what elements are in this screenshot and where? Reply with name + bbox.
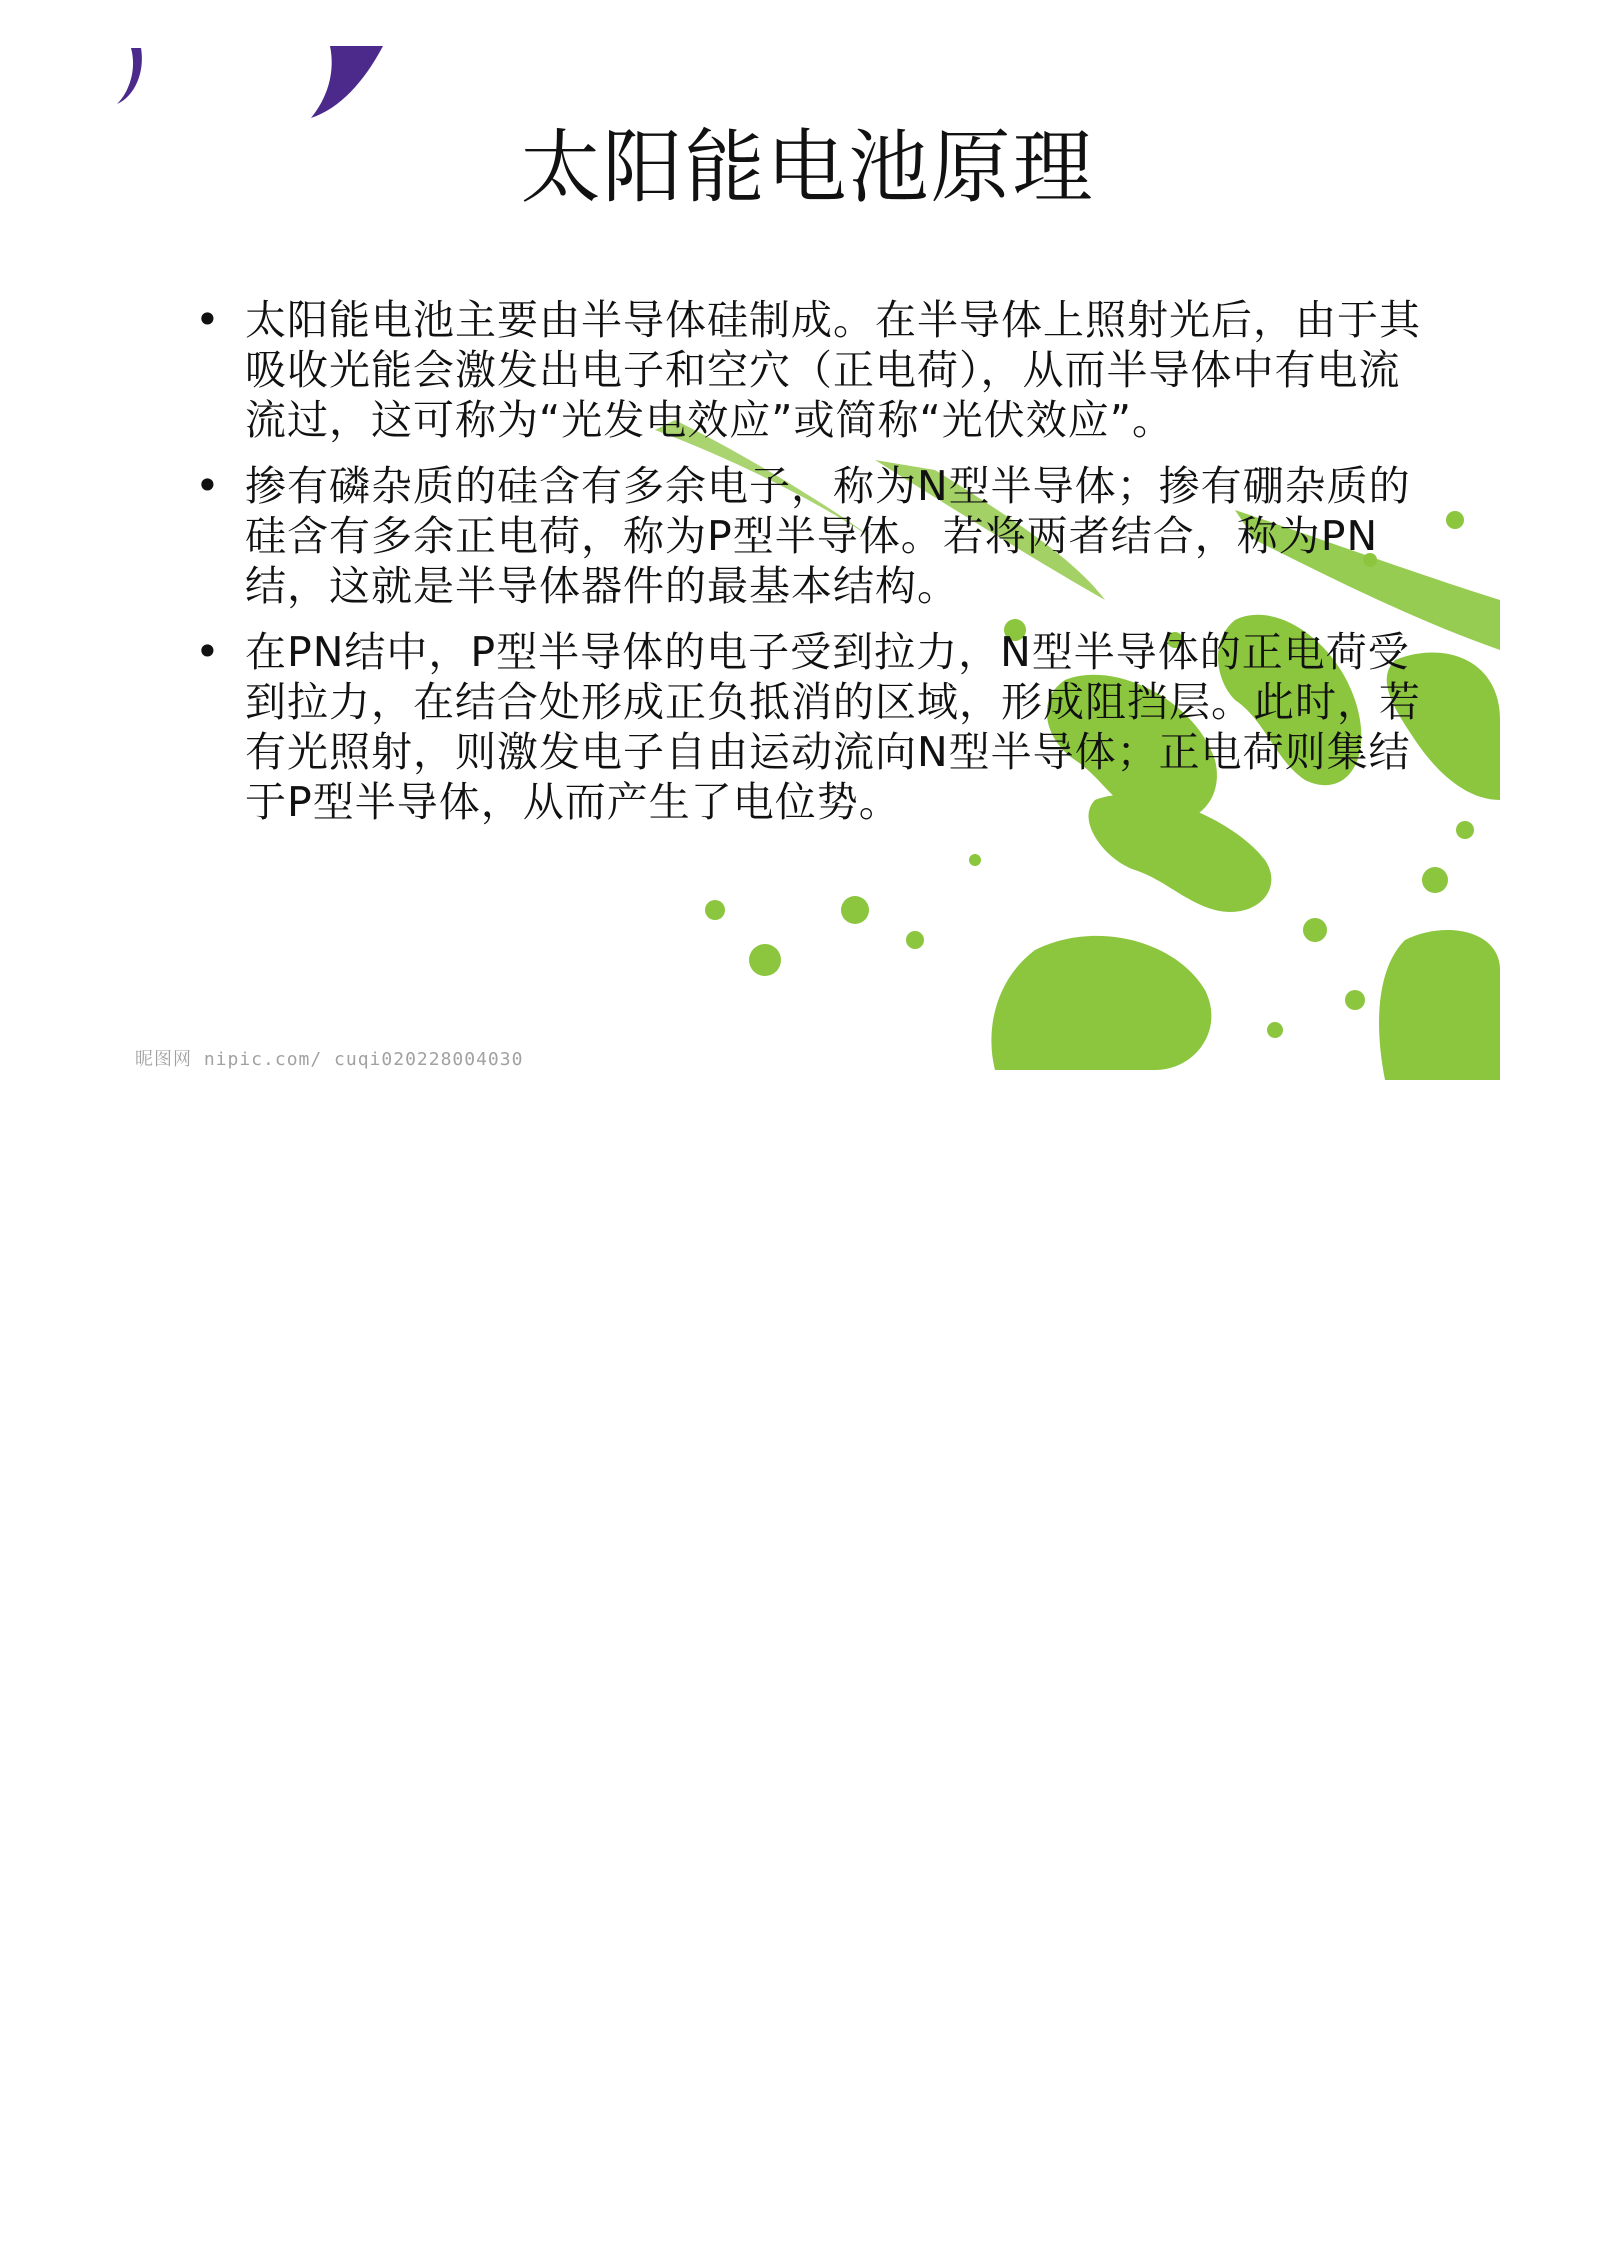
watermark: 昵图网 nipic.com/ cuqi020228004030: [135, 1049, 524, 1070]
bullet-marker: •: [195, 461, 220, 510]
purple-swoosh-decoration: [117, 46, 383, 118]
list-item: [195, 627, 1430, 827]
list-item: [195, 461, 1430, 611]
bullet-marker: •: [195, 295, 220, 344]
list-item: [195, 295, 1430, 445]
bullet-text: 太阳能电池主要由半导体硅制成。在半导体上照射光后，由于其吸收光能会激发出电子和空穴（正电荷），从而半导体中有电流流过，这可称为“光发电效应”或简称“光伏效应”。: [245, 296, 1421, 444]
bullet-text: 掺有磷杂质的硅含有多余电子，称为N型半导体；掺有硼杂质的硅含有多余正电荷，称为P型半导体。若将两者结合，称为PN结，这就是半导体器件的最基本结构。: [245, 462, 1411, 610]
bullet-marker: •: [195, 627, 220, 676]
slide-title: 太阳能电池原理: [520, 121, 1095, 214]
bullet-list: [195, 295, 1430, 843]
slide: [115, 40, 1500, 1090]
bullet-text: 在PN结中，P型半导体的电子受到拉力，N型半导体的正电荷受到拉力，在结合处形成正负抵消的区域，形成阻挡层。此时，若有光照射，则激发电子自由运动流向N型半导体；正电荷则集结于P型半导体，从而产生了电位势。: [245, 628, 1421, 826]
